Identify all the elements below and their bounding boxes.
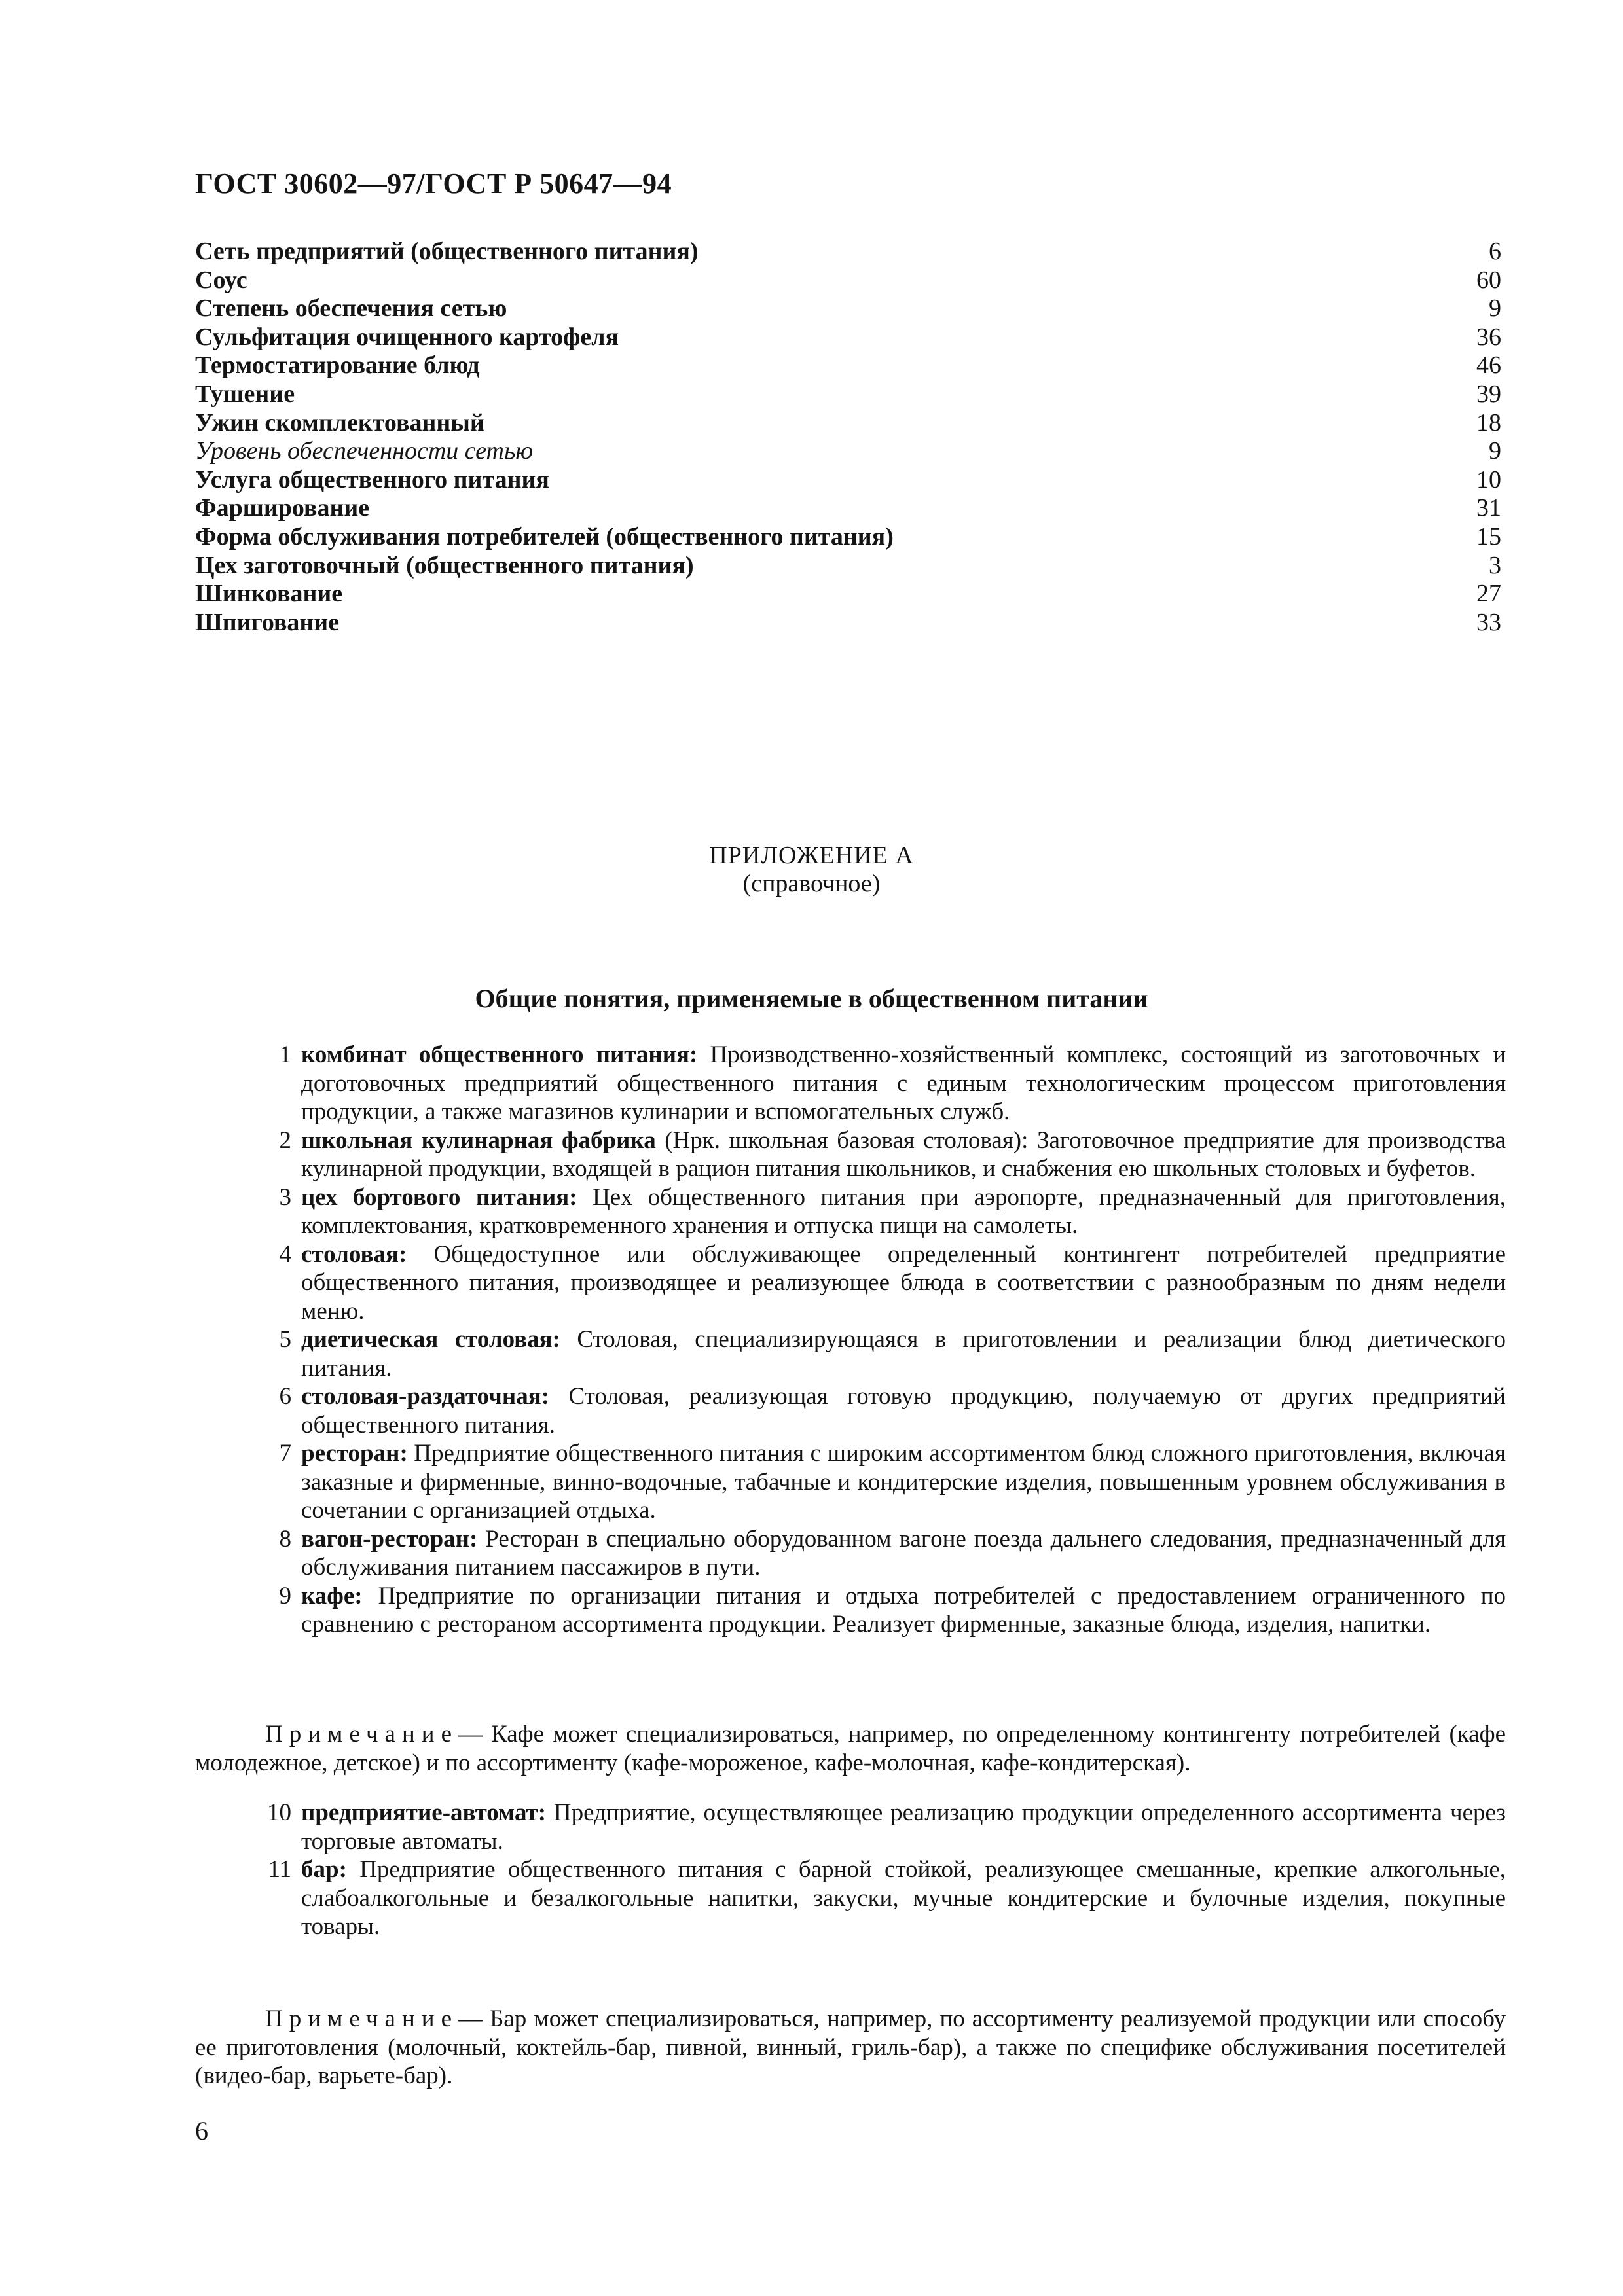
index-term: Цех заготовочный (общественного питания) <box>195 551 694 579</box>
definition-item <box>259 1799 1506 1856</box>
index-term: Сульфитация очищенного картофеля <box>195 323 619 351</box>
definition-term: школьная кулинарная фабрика <box>301 1126 656 1154</box>
definition-item <box>259 1856 1506 1941</box>
index-page-number: 3 <box>1489 551 1501 579</box>
definition-text: Ресторан в специально оборудованном вагоне поезда дальнего следования, предназначенный для обслуживания питанием пассажиров в пути. <box>301 1525 1506 1581</box>
definition-number: 9 <box>279 1582 291 1609</box>
index-row <box>195 466 1501 495</box>
definition-text: Предприятие по организации питания и отдыха потребителей с предоставлением ограниченного по сравнению с рестораном ассортимента продукции. Реализует фирменные, заказные блюда, изделия, напитки. <box>301 1582 1506 1638</box>
definition-text: Предприятие, осуществляющее реализацию продукции определенного ассортимента через торговые автоматы. <box>301 1799 1506 1855</box>
definition-term: столовая-раздаточная: <box>301 1383 550 1410</box>
definition-text: Предприятие общественного питания с барной стойкой, реализующее смешанные, крепкие алкогольные, слабоалкогольные и безалкогольные напитки, закуски, мучные кондитерские и булочные изделия, покупные товары. <box>301 1856 1506 1940</box>
definition-term: диетическая столовая: <box>301 1326 561 1353</box>
definition-number: 8 <box>279 1525 291 1552</box>
definition-term: комбинат общественного питания: <box>301 1041 698 1068</box>
definition-text: Общедоступное или обслуживающее определенный контингент потребителей предприятие общественного питания, производящее и реализующее блюда в соответствии с разнообразным по дням недели меню. <box>301 1240 1506 1325</box>
term-index <box>195 238 1501 637</box>
index-row <box>195 266 1501 295</box>
definition-number: 6 <box>279 1383 291 1410</box>
definition-number: 7 <box>279 1440 291 1467</box>
index-row <box>195 494 1501 523</box>
definition-term: цех бортового питания: <box>301 1183 577 1211</box>
definition-number: 10 <box>267 1799 291 1826</box>
index-page-number: 60 <box>1476 266 1501 294</box>
index-term: Шинкование <box>195 580 343 608</box>
note-text: — Бар может специализироваться, например, по ассортименту реализуемой продукции или способу ее приготовления (молочный, коктейль-бар, пивной, винный, гриль-бар), а также по специфике обслуживания посетителей (видео-бар, варьете-бар). <box>195 2005 1506 2089</box>
definition-number: 1 <box>279 1041 291 1068</box>
page-number: 6 <box>195 2116 208 2145</box>
note-label: Примечание <box>265 2005 458 2032</box>
index-row <box>195 552 1501 581</box>
index-row-synonym <box>195 437 1501 466</box>
index-row <box>195 380 1501 409</box>
definition-item <box>259 1240 1506 1326</box>
definition-text: Столовая, специализирующаяся в приготовлении и реализации блюд диетического питания. <box>301 1326 1506 1382</box>
index-term: Услуга общественного питания <box>195 465 549 493</box>
definitions-list-continued <box>259 1799 1506 1941</box>
index-row <box>195 609 1501 637</box>
note-cafe <box>195 1720 1506 1777</box>
index-term: Соус <box>195 266 247 294</box>
index-term: Ужин скомплектованный <box>195 408 484 437</box>
note-bar <box>195 2005 1506 2090</box>
index-row <box>195 351 1501 380</box>
section-title: Общие понятия, применяемые в общественном питании <box>475 984 1148 1013</box>
index-row <box>195 523 1501 552</box>
definition-text: Производственно-хозяйственный комплекс, состоящий из заготовочных и доготовочных предприятий общественного питания с единым технологическим процессом приготовления продукции, а также магазинов кулинарии и вспомогательных служб. <box>301 1041 1506 1125</box>
index-row <box>195 323 1501 352</box>
index-page-number: 46 <box>1476 351 1501 380</box>
appendix-subtitle: (справочное) <box>742 870 881 897</box>
definition-item <box>259 1041 1506 1126</box>
definition-item <box>259 1126 1506 1183</box>
index-page-number: 33 <box>1476 608 1501 636</box>
note-text: — Кафе может специализироваться, например, по определенному контингенту потребителей (кафе молодежное, детское) и по ассортименту (кафе-мороженое, кафе-молочная, кафе-кондитерская). <box>195 1721 1506 1776</box>
definition-text: (Нрк. школьная базовая столовая): Заготовочное предприятие для производства кулинарной продукции, входящей в рацион питания школьников, и снабжения ею школьных столовых и буфетов. <box>301 1126 1506 1182</box>
index-term: Сеть предприятий (общественного питания) <box>195 238 699 265</box>
appendix-title: ПРИЛОЖЕНИЕ А <box>709 842 914 869</box>
index-term: Фарширование <box>195 494 370 522</box>
definition-item <box>259 1582 1506 1639</box>
definition-item <box>259 1183 1506 1240</box>
index-page-number: 27 <box>1476 580 1501 608</box>
index-term: Форма обслуживания потребителей (общественного питания) <box>195 522 894 550</box>
definition-term: кафе: <box>301 1582 363 1609</box>
definition-term: бар: <box>301 1856 347 1883</box>
definition-text: Столовая, реализующая готовую продукцию, получаемую от других предприятий общественного питания. <box>301 1383 1506 1439</box>
index-row <box>195 238 1501 266</box>
document-header: ГОСТ 30602—97/ГОСТ Р 50647—94 <box>195 168 672 200</box>
definition-number: 11 <box>268 1856 291 1883</box>
index-term: Уровень обеспеченности сетью <box>195 437 534 465</box>
definition-term: предприятие-автомат: <box>301 1799 547 1826</box>
index-page-number: 39 <box>1476 380 1501 408</box>
definitions-list <box>259 1041 1506 1639</box>
index-page-number: 10 <box>1476 465 1501 493</box>
definition-term: ресторан: <box>301 1440 408 1467</box>
index-term: Термостатирование блюд <box>195 351 480 380</box>
index-page-number: 9 <box>1489 295 1501 323</box>
note-label: Примечание <box>265 1721 458 1748</box>
index-row <box>195 580 1501 609</box>
definition-item <box>259 1439 1506 1525</box>
definition-term: столовая: <box>301 1240 407 1268</box>
index-page-number: 15 <box>1476 522 1501 550</box>
index-page-number: 6 <box>1489 238 1501 265</box>
definition-number: 3 <box>279 1183 291 1211</box>
definition-item <box>259 1525 1506 1582</box>
definition-text: Предприятие общественного питания с широким ассортиментом блюд сложного приготовления, включая заказные и фирменные, винно-водочные, табачные и кондитерские изделия, повышенным уровнем обслуживания в сочетании с организацией отдыха. <box>301 1440 1506 1524</box>
index-page-number: 9 <box>1489 437 1501 465</box>
index-page-number: 31 <box>1476 494 1501 522</box>
definition-number: 2 <box>279 1126 291 1154</box>
definition-item <box>259 1325 1506 1382</box>
definition-number: 4 <box>279 1240 291 1268</box>
index-term: Степень обеспечения сетью <box>195 295 507 323</box>
definition-item <box>259 1382 1506 1439</box>
index-term: Шпигование <box>195 608 340 636</box>
index-term: Тушение <box>195 380 295 408</box>
definition-text: Цех общественного питания при аэропорте, предназначенный для приготовления, комплектования, кратковременного хранения и отпуска пищи на самолеты. <box>301 1183 1506 1239</box>
index-page-number: 18 <box>1476 408 1501 437</box>
index-page-number: 36 <box>1476 323 1501 351</box>
index-row <box>195 409 1501 438</box>
definition-number: 5 <box>279 1326 291 1353</box>
definition-term: вагон-ресторан: <box>301 1525 478 1552</box>
index-row <box>195 295 1501 323</box>
